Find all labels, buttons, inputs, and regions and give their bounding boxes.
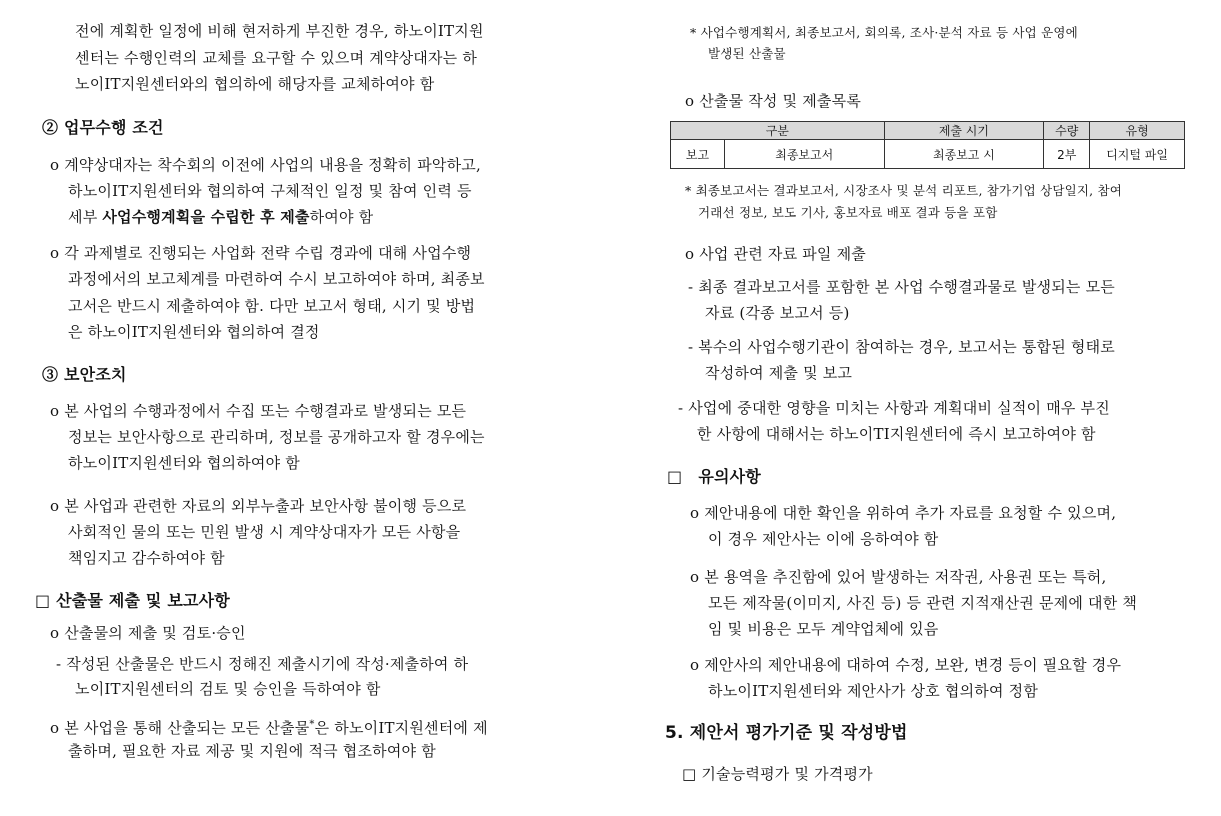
table-cell: 최종보고서 bbox=[724, 140, 884, 169]
bullet-line: o 제안내용에 대한 확인을 위하여 추가 자료를 요청할 수 있으며, bbox=[690, 504, 1117, 522]
section-heading-cautions: □ 유의사항 bbox=[667, 467, 761, 486]
dash-line: - 복수의 사업수행기관이 참여하는 경우, 보고서는 통합된 형태로 bbox=[688, 338, 1115, 356]
paragraph-line: 은 하노이IT지원센터와 협의하여 결정 bbox=[68, 323, 320, 341]
section-heading-work-conditions: ② 업무수행 조건 bbox=[42, 118, 164, 137]
paragraph-line: 정보는 보안사항으로 관리하며, 정보를 공개하고자 할 경우에는 bbox=[68, 428, 485, 446]
paragraph-line: 노이IT지원센터와의 협의하에 해당자를 교체하여야 함 bbox=[75, 75, 435, 93]
section-heading-security: ③ 보안조치 bbox=[42, 365, 127, 384]
paragraph-line: 노이IT지원센터의 검토 및 승인을 득하여야 함 bbox=[75, 680, 381, 698]
footnote-marker: * bbox=[309, 719, 315, 730]
footnote-line: 거래선 정보, 보도 기사, 홍보자료 배포 결과 등을 포함 bbox=[698, 205, 998, 220]
emphasis-text: 사업수행계획을 수립한 후 제출 bbox=[102, 208, 310, 226]
bullet-line: o 본 사업과 관련한 자료의 외부누출과 보안사항 불이행 등으로 bbox=[50, 497, 467, 515]
bullet-line: o 본 용역을 추진함에 있어 발생하는 저작권, 사용권 또는 특허, bbox=[690, 568, 1107, 586]
paragraph-line: 모든 제작물(이미지, 사진 등) 등 관련 지적재산권 문제에 대한 책 bbox=[708, 594, 1138, 612]
paragraph-line: 사회적인 물의 또는 민원 발생 시 계약상대자가 모든 사항을 bbox=[68, 523, 461, 541]
table-cell: 2부 bbox=[1044, 140, 1090, 169]
paragraph-line: 과정에서의 보고체계를 마련하여 수시 보고하여야 하며, 최종보 bbox=[68, 270, 485, 288]
paragraph-line: 작성하여 제출 및 보고 bbox=[705, 364, 853, 382]
bullet-line: o 각 과제별로 진행되는 사업화 전략 수립 경과에 대해 사업수행 bbox=[50, 244, 472, 262]
footnote-line: * 사업수행계획서, 최종보고서, 회의록, 조사·분석 자료 등 사업 운영에 bbox=[690, 25, 1078, 40]
table-cell: 보고 bbox=[671, 140, 725, 169]
bullet-line: o 제안사의 제안내용에 대하여 수정, 보완, 변경 등이 필요할 경우 bbox=[690, 656, 1122, 674]
bullet-line: o 계약상대자는 착수회의 이전에 사업의 내용을 정확히 파악하고, bbox=[50, 156, 481, 174]
dash-line: - 사업에 중대한 영향을 미치는 사항과 계획대비 실적이 매우 부진 bbox=[678, 399, 1110, 417]
bullet-line: o 본 사업의 수행과정에서 수집 또는 수행결과로 발생되는 모든 bbox=[50, 402, 467, 420]
bullet-line: o 산출물 작성 및 제출목록 bbox=[685, 92, 862, 110]
paragraph-line: 임 및 비용은 모두 계약업체에 있음 bbox=[708, 620, 939, 638]
paragraph-line: 자료 (각종 보고서 등) bbox=[705, 304, 850, 322]
paragraph-line: 하노이IT지원센터와 협의하여야 함 bbox=[68, 454, 300, 472]
paragraph-line: 세부 사업수행계획을 수립한 후 제출하여야 함 bbox=[68, 208, 374, 226]
table-header-cell: 유형 bbox=[1090, 122, 1185, 140]
chapter-heading: 5. 제안서 평가기준 및 작성방법 bbox=[665, 723, 908, 743]
table-cell: 최종보고 시 bbox=[884, 140, 1044, 169]
table-row bbox=[671, 140, 1185, 169]
footnote-line: * 최종보고서는 결과보고서, 시장조사 및 분석 리포트, 참가기업 상담일지, 참여 bbox=[685, 183, 1123, 198]
section-heading-deliverables: □ 산출물 제출 및 보고사항 bbox=[35, 591, 230, 610]
table-cell: 디지털 파일 bbox=[1090, 140, 1185, 169]
bullet-line: o 본 사업을 통해 산출되는 모든 산출물*은 하노이IT지원센터에 제 bbox=[50, 719, 488, 737]
table-header-cell: 수량 bbox=[1044, 122, 1090, 140]
bullet-line: o 산출물의 제출 및 검토·승인 bbox=[50, 624, 246, 642]
paragraph-line: 고서은 반드시 제출하여야 함. 다만 보고서 형태, 시기 및 방법 bbox=[68, 297, 476, 315]
paragraph-line: 한 사항에 대해서는 하노이TI지원센터에 즉시 보고하여야 함 bbox=[697, 425, 1096, 443]
paragraph-line: 하노이IT지원센터와 협의하여 구체적인 일정 및 참여 인력 등 bbox=[68, 182, 472, 200]
dash-line: - 작성된 산출물은 반드시 정해진 제출시기에 작성·제출하여 하 bbox=[56, 655, 469, 673]
paragraph-line: 하노이IT지원센터와 제안사가 상호 협의하여 정함 bbox=[708, 682, 1039, 700]
table-header-row bbox=[671, 122, 1185, 140]
paragraph-line: 책임지고 감수하여야 함 bbox=[68, 549, 225, 567]
table-header-cell: 구분 bbox=[671, 122, 885, 140]
paragraph-line: 출하며, 필요한 자료 제공 및 지원에 적극 협조하여야 함 bbox=[68, 742, 436, 760]
paragraph-line: 전에 계획한 일정에 비해 현저하게 부진한 경우, 하노이IT지원 bbox=[75, 22, 484, 40]
table-header-cell: 제출 시기 bbox=[884, 122, 1044, 140]
footnote-line: 발생된 산출물 bbox=[708, 46, 786, 61]
deliverables-table bbox=[670, 121, 1185, 169]
bullet-line: o 사업 관련 자료 파일 제출 bbox=[685, 245, 866, 263]
subsection-heading: □ 기술능력평가 및 가격평가 bbox=[682, 765, 873, 783]
dash-line: - 최종 결과보고서를 포함한 본 사업 수행결과물로 발생되는 모든 bbox=[688, 278, 1115, 296]
paragraph-line: 센터는 수행인력의 교체를 요구할 수 있으며 계약상대자는 하 bbox=[75, 49, 478, 67]
paragraph-line: 이 경우 제안사는 이에 응하여야 함 bbox=[708, 530, 939, 548]
